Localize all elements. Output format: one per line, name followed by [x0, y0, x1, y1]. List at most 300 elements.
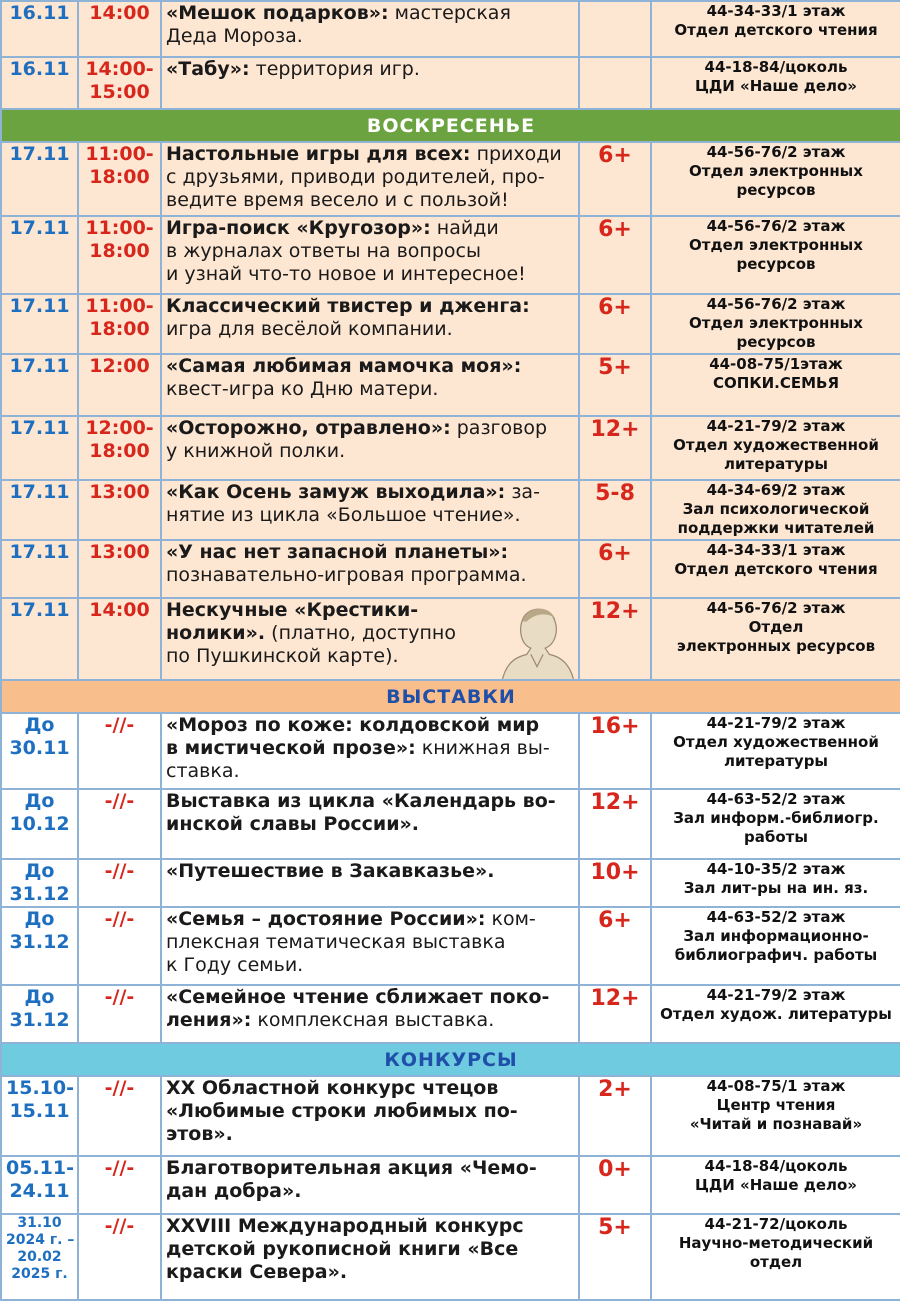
event-title-line: [166, 908, 574, 931]
event-location-line: ЦДИ «Наше дело»: [694, 1176, 857, 1194]
event-date-line: 30.11: [9, 737, 70, 759]
event-time: [78, 1156, 161, 1214]
event-date-line: 15.11: [9, 1100, 70, 1122]
event-title: [166, 599, 574, 668]
age-rating: 6+: [579, 907, 651, 985]
event-title-line: [166, 1009, 574, 1032]
event-title-bold: XXVIII Международный конкурс: [166, 1215, 524, 1237]
event-location: [651, 1214, 900, 1300]
event-location-line: отдел: [749, 1253, 803, 1271]
event-title-cell: [161, 598, 579, 680]
event-location: [651, 57, 900, 109]
event-title-line: [166, 564, 574, 587]
section-exhibitions: [1, 680, 900, 713]
event-title-line: [166, 760, 574, 783]
event-title-cell: [161, 1214, 579, 1300]
event-title-bold: краски Севера».: [166, 1261, 348, 1283]
event-title-text: нятие из цикла «Большое чтение».: [166, 504, 521, 526]
event-title-text: мастерская: [388, 2, 511, 24]
event-title-line: [166, 931, 574, 954]
event-title-bold: нолики».: [166, 622, 266, 644]
event-title-text: территория игр.: [249, 58, 420, 80]
event-row: [1, 416, 900, 480]
event-title-text: в журналах ответы на вопросы: [166, 240, 481, 262]
event-row: [1, 1214, 900, 1300]
age-rating: 12+: [579, 598, 651, 680]
event-location-line: электронных ресурсов: [676, 637, 876, 655]
event-row: [1, 985, 900, 1043]
event-location: [651, 713, 900, 789]
event-title-bold: Настольные игры для всех:: [166, 143, 471, 165]
event-row: [1, 598, 900, 680]
event-title-text: познавательно-игровая программа.: [166, 564, 527, 586]
event-title-bold: в мистической прозе»:: [166, 737, 416, 759]
event-date: [1, 480, 78, 540]
event-location-line: ресурсов: [736, 181, 816, 199]
event-row: [1, 789, 900, 859]
event-title-cell: [161, 859, 579, 907]
event-title-line: [166, 714, 574, 737]
event-location-line: Научно-методический: [678, 1234, 874, 1252]
event-title-cell: [161, 1156, 579, 1214]
event-title: [166, 986, 574, 1032]
event-time: [78, 713, 161, 789]
event-location-line: работы: [744, 828, 808, 846]
event-location-line: Отдел детского чтения: [674, 21, 878, 39]
event-title-text: разговор: [450, 417, 548, 439]
event-title-cell: [161, 354, 579, 416]
age-rating: 6+: [579, 142, 651, 216]
event-date: [1, 142, 78, 216]
event-time-line: 13:00: [89, 541, 150, 563]
event-time-line: 14:00-: [85, 58, 154, 80]
event-title: [166, 295, 574, 341]
event-row: [1, 480, 900, 540]
event-date: [1, 985, 78, 1043]
event-date-line: До: [24, 714, 55, 736]
event-title-line: [166, 813, 574, 836]
event-title-bold: инской славы России».: [166, 813, 420, 835]
age-rating: [579, 1, 651, 57]
event-time-line: 14:00: [89, 2, 150, 24]
event-title: [166, 58, 574, 81]
event-date-line: 17.11: [9, 481, 70, 503]
event-date-line: 17.11: [9, 541, 70, 563]
event-date-line: 17.11: [9, 295, 70, 317]
event-date: [1, 216, 78, 294]
event-time-line: 12:00: [89, 355, 150, 377]
event-title: [166, 860, 574, 883]
event-title-bold: Нескучные «Крестики-: [166, 599, 419, 621]
event-time-line: 13:00: [89, 481, 150, 503]
event-title-line: [166, 189, 574, 212]
event-location: [651, 1156, 900, 1214]
event-location-line: Зал психологической: [682, 500, 870, 518]
event-date-line: 17.11: [9, 217, 70, 239]
event-title-line: [166, 440, 574, 463]
event-title: [166, 908, 574, 977]
age-rating: 10+: [579, 859, 651, 907]
event-date-line: До: [24, 908, 55, 930]
event-location: [651, 598, 900, 680]
event-date: [1, 416, 78, 480]
event-time-line: -//-: [104, 1077, 135, 1099]
event-date-line: 17.11: [9, 417, 70, 439]
section-exhibitions-title: ВЫСТАВКИ: [1, 680, 900, 713]
event-title-line: [166, 737, 574, 760]
event-location-line: 44-18-84/цоколь: [704, 58, 848, 76]
event-date: [1, 1214, 78, 1300]
event-location-line: СОПКИ.СЕМЬЯ: [713, 374, 839, 392]
event-time: [78, 789, 161, 859]
event-title: [166, 1157, 574, 1203]
event-title-bold: «Семья – достояние России»:: [166, 908, 486, 930]
age-rating: 12+: [579, 789, 651, 859]
event-title-bold: Классический твистер и дженга:: [166, 295, 530, 317]
event-location-line: Отдел детского чтения: [674, 560, 878, 578]
event-row: [1, 907, 900, 985]
event-location-line: 44-08-75/1этаж: [709, 355, 843, 373]
event-title-text: Деда Мороза.: [166, 25, 303, 47]
section-sunday: [1, 109, 900, 142]
event-time: [78, 294, 161, 354]
event-title-text: (платно, доступно: [265, 622, 456, 644]
event-date-line: 16.11: [9, 2, 70, 24]
event-title-bold: «Табу»:: [166, 58, 250, 80]
event-date: [1, 540, 78, 598]
event-title-bold: «Мороз по коже: колдовской мир: [166, 714, 540, 736]
event-title-bold: «Путешествие в Закавказье».: [166, 860, 495, 882]
event-title-text: приходи: [470, 143, 562, 165]
event-title-line: [166, 1215, 574, 1238]
event-location-line: 44-56-76/2 этаж: [706, 295, 846, 313]
event-title-line: [166, 504, 574, 527]
age-rating: 5+: [579, 354, 651, 416]
event-date-line: 10.12: [9, 813, 70, 835]
event-title-line: [166, 1100, 574, 1123]
event-row: [1, 1076, 900, 1156]
event-time: [78, 142, 161, 216]
event-row: [1, 540, 900, 598]
event-title-text: ком-: [485, 908, 536, 930]
event-title-text: за-: [505, 481, 540, 503]
event-location-line: 44-21-79/2 этаж: [706, 417, 846, 435]
event-date-line: 16.11: [9, 58, 70, 80]
event-title-bold: Выставка из цикла «Календарь во-: [166, 790, 556, 812]
event-title-cell: [161, 57, 579, 109]
event-time-line: 11:00-: [85, 143, 154, 165]
event-time-line: -//-: [104, 1157, 135, 1179]
pushkin-portrait-icon: [496, 599, 578, 680]
event-title-line: [166, 217, 574, 240]
event-location: [651, 142, 900, 216]
event-date: [1, 713, 78, 789]
event-row: [1, 1156, 900, 1214]
event-title-line: [166, 954, 574, 977]
event-title-text: у книжной полки.: [166, 440, 346, 462]
event-date-line: 31.12: [9, 883, 70, 905]
event-location-line: 44-63-52/2 этаж: [706, 790, 846, 808]
event-date-line: 17.11: [9, 599, 70, 621]
event-title-text: комплексная выставка.: [251, 1009, 495, 1031]
event-location-line: Зал лит-ры на ин. яз.: [683, 879, 869, 897]
event-row: [1, 294, 900, 354]
event-time-line: -//-: [104, 860, 135, 882]
event-row: [1, 57, 900, 109]
event-location-line: литературы: [724, 752, 828, 770]
event-title-cell: [161, 713, 579, 789]
event-date-line: 2024 г. –: [6, 1232, 75, 1248]
event-title-text: книжная вы-: [415, 737, 550, 759]
event-title-cell: [161, 540, 579, 598]
event-time-line: -//-: [104, 1215, 135, 1237]
event-location-line: Отдел: [748, 618, 804, 636]
event-date-line: До: [24, 986, 55, 1008]
event-location-line: Зал информационно-: [683, 927, 869, 945]
event-location-line: 44-21-79/2 этаж: [706, 714, 846, 732]
event-location: [651, 216, 900, 294]
event-location: [651, 789, 900, 859]
event-title-cell: [161, 294, 579, 354]
event-location-line: Отдел электронных: [689, 314, 863, 332]
event-title: [166, 217, 574, 286]
event-title-cell: [161, 789, 579, 859]
event-location-line: 44-34-33/1 этаж: [706, 541, 846, 559]
event-title: [166, 417, 574, 463]
event-location: [651, 540, 900, 598]
event-date-line: 24.11: [9, 1180, 70, 1202]
age-rating: 0+: [579, 1156, 651, 1214]
event-title-line: [166, 166, 574, 189]
event-time-line: 12:00-: [85, 417, 154, 439]
event-title-line: [166, 1261, 574, 1284]
event-time-line: 14:00: [89, 599, 150, 621]
event-location: [651, 1076, 900, 1156]
event-title-line: [166, 295, 574, 318]
event-title: [166, 1215, 574, 1284]
event-row: [1, 1, 900, 57]
event-date: [1, 907, 78, 985]
event-title-bold: детской рукописной книги «Все: [166, 1238, 519, 1260]
event-title: [166, 541, 574, 587]
event-date-line: 20.02: [17, 1249, 62, 1265]
event-time: [78, 416, 161, 480]
event-title-cell: [161, 480, 579, 540]
event-title-bold: XX Областной конкурс чтецов: [166, 1077, 499, 1099]
event-title-bold: ления»:: [166, 1009, 252, 1031]
event-location-line: 44-34-33/1 этаж: [706, 2, 846, 20]
event-title-bold: этов».: [166, 1123, 233, 1145]
event-title-line: [166, 417, 574, 440]
event-title-line: [166, 541, 574, 564]
event-title-line: [166, 986, 574, 1009]
event-time: [78, 1214, 161, 1300]
event-title-bold: «Мешок подарков»:: [166, 2, 389, 24]
event-location-line: 44-10-35/2 этаж: [706, 860, 846, 878]
event-title-cell: [161, 907, 579, 985]
event-location-line: 44-18-84/цоколь: [704, 1157, 848, 1175]
event-title-line: [166, 355, 574, 378]
event-date-line: 17.11: [9, 355, 70, 377]
event-title-bold: «У нас нет запасной планеты»:: [166, 541, 509, 563]
event-time-line: -//-: [104, 986, 135, 1008]
schedule-body: [1, 1, 900, 1300]
event-title-bold: «Как Осень замуж выходила»:: [166, 481, 506, 503]
event-title-cell: [161, 416, 579, 480]
event-title-line: [166, 25, 574, 48]
event-title-line: [166, 2, 574, 25]
event-title-line: [166, 58, 574, 81]
event-location: [651, 416, 900, 480]
event-location: [651, 1, 900, 57]
event-title-bold: дан добра».: [166, 1180, 302, 1202]
event-date: [1, 57, 78, 109]
event-time: [78, 354, 161, 416]
event-row: [1, 859, 900, 907]
event-time-line: -//-: [104, 714, 135, 736]
event-date-line: 31.12: [9, 1009, 70, 1031]
event-location-line: 44-21-79/2 этаж: [706, 986, 846, 1004]
event-title-line: [166, 318, 574, 341]
event-time-line: -//-: [104, 790, 135, 812]
event-title: [166, 790, 574, 836]
event-location: [651, 907, 900, 985]
event-date-line: До: [24, 790, 55, 812]
event-date-line: 15.10-: [6, 1077, 74, 1099]
age-rating: 5+: [579, 1214, 651, 1300]
section-contests-title: КОНКУРСЫ: [1, 1043, 900, 1076]
event-row: [1, 216, 900, 294]
event-location-line: поддержки читателей: [677, 519, 875, 537]
event-date: [1, 598, 78, 680]
event-time-line: 11:00-: [85, 295, 154, 317]
event-title-text: игра для весёлой компании.: [166, 318, 453, 340]
event-location: [651, 294, 900, 354]
event-title-cell: [161, 142, 579, 216]
event-title-text: найди: [430, 217, 499, 239]
event-location-line: «Читай и познавай»: [689, 1115, 863, 1133]
event-date-line: 2025 г.: [11, 1266, 68, 1282]
event-time-line: 18:00: [89, 166, 150, 188]
event-title-bold: «Осторожно, отравлено»:: [166, 417, 451, 439]
event-title-cell: [161, 1, 579, 57]
event-title-text: к Году семьи.: [166, 954, 304, 976]
event-title-line: [166, 1238, 574, 1261]
event-date: [1, 294, 78, 354]
event-date-line: 31.12: [9, 931, 70, 953]
event-date: [1, 354, 78, 416]
age-rating: [579, 57, 651, 109]
event-title-text: плексная тематическая выставка: [166, 931, 506, 953]
event-title-text: и узнай что-то новое и интересное!: [166, 263, 526, 285]
age-rating: 2+: [579, 1076, 651, 1156]
age-rating: 16+: [579, 713, 651, 789]
event-title-text: ведите время весело и с пользой!: [166, 189, 509, 211]
event-title-text: квест-игра ко Дню матери.: [166, 378, 439, 400]
event-title-bold: Благотворительная акция «Чемо-: [166, 1157, 537, 1179]
event-time: [78, 859, 161, 907]
event-location-line: Зал информ.-библиогр.: [673, 809, 879, 827]
event-title-bold: «Семейное чтение сближает поко-: [166, 986, 550, 1008]
event-location-line: 44-63-52/2 этаж: [706, 908, 846, 926]
event-date: [1, 859, 78, 907]
event-date-line: До: [24, 860, 55, 882]
event-time: [78, 985, 161, 1043]
event-location-line: библиографич. работы: [674, 946, 878, 964]
event-title-text: ставка.: [166, 760, 240, 782]
event-title: [166, 1077, 574, 1146]
age-rating: 6+: [579, 540, 651, 598]
event-title: [166, 355, 574, 401]
event-location-line: 44-56-76/2 этаж: [706, 599, 846, 617]
event-title-cell: [161, 216, 579, 294]
event-title: [166, 714, 574, 783]
event-date-line: 05.11-: [6, 1157, 74, 1179]
age-rating: 6+: [579, 294, 651, 354]
event-time-line: 18:00: [89, 318, 150, 340]
event-title-line: [166, 143, 574, 166]
event-title-bold: «Самая любимая мамочка моя»:: [166, 355, 522, 377]
event-title-cell: [161, 985, 579, 1043]
event-title-line: [166, 378, 574, 401]
event-date: [1, 1, 78, 57]
event-location-line: литературы: [724, 455, 828, 473]
event-time: [78, 598, 161, 680]
event-location: [651, 480, 900, 540]
event-location-line: ЦДИ «Наше дело»: [694, 77, 857, 95]
event-date: [1, 1156, 78, 1214]
event-date-line: 31.10: [17, 1215, 62, 1231]
event-time: [78, 480, 161, 540]
event-location-line: 44-34-69/2 этаж: [706, 481, 846, 499]
event-location-line: Центр чтения: [716, 1096, 836, 1114]
event-title: [166, 2, 574, 48]
event-location-line: ресурсов: [736, 333, 816, 351]
event-time-line: 11:00-: [85, 217, 154, 239]
event-row: [1, 354, 900, 416]
event-row: [1, 142, 900, 216]
event-location-line: Отдел художественной: [673, 733, 879, 751]
event-location-line: Отдел электронных: [689, 162, 863, 180]
event-location: [651, 985, 900, 1043]
event-title-line: [166, 240, 574, 263]
event-location-line: 44-08-75/1 этаж: [706, 1077, 846, 1095]
event-title: [166, 143, 574, 212]
event-title: [166, 481, 574, 527]
event-title-line: [166, 1077, 574, 1100]
event-time-line: 18:00: [89, 240, 150, 262]
event-location-line: 44-21-72/цоколь: [704, 1215, 848, 1233]
event-title-text: по Пушкинской карте).: [166, 645, 399, 667]
event-time-line: 18:00: [89, 440, 150, 462]
age-rating: 5-8: [579, 480, 651, 540]
event-location: [651, 859, 900, 907]
event-date: [1, 789, 78, 859]
event-title-line: [166, 790, 574, 813]
event-date-line: 17.11: [9, 143, 70, 165]
event-time: [78, 907, 161, 985]
event-time: [78, 216, 161, 294]
age-rating: 12+: [579, 985, 651, 1043]
section-sunday-title: ВОСКРЕСЕНЬЕ: [1, 109, 900, 142]
event-time-line: -//-: [104, 908, 135, 930]
event-time: [78, 57, 161, 109]
event-location: [651, 354, 900, 416]
event-title-bold: «Любимые строки любимых по-: [166, 1100, 518, 1122]
event-title-line: [166, 263, 574, 286]
event-title-cell: [161, 1076, 579, 1156]
event-location-line: Отдел электронных: [689, 236, 863, 254]
